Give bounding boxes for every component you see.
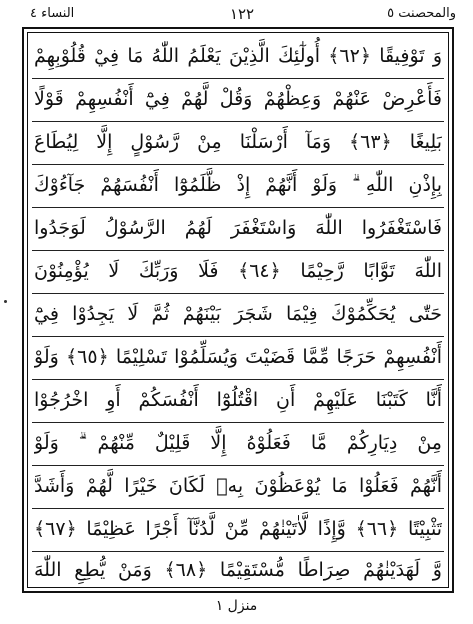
page-header [22,2,462,26]
text-line-7: حَتّٰى يُحَكِّمُوْكَ فِيْمَا شَجَرَ بَيْنَهُمْ ثُمَّ لَا يَجِدُوْا فِيْٓ [34,303,442,325]
text-line-5: فَاسْتَغْفَرُوا اللّٰهَ وَاسْتَغْفَرَ لَهُمُ الرَّسُوْلُ لَوَجَدُوا [34,217,442,239]
text-line-6: اللّٰهَ تَوَّابًا رَّحِيْمًا ﴿٦٤﴾ فَلَا وَرَبِّكَ لَا يُؤْمِنُوْنَ [34,260,442,282]
text-line-11: أَنَّهُمْ فَعَلُوْا مَا يُوْعَظُوْنَ بِهٖ لَكَانَ خَيْرًا لَّهُمْ وَأَشَدَّ [34,475,442,497]
surah-name: النساء ٤ [30,6,75,21]
juz-name: والمحصنت ٥ [387,6,456,21]
page-number: ١٢٢ [229,5,255,23]
text-line-2: فَأَعْرِضْ عَنْهُمْ وَعِظْهُمْ وَقُلْ لَّهُمْ فِيْٓ أَنْفُسِهِمْ قَوْلًا [34,88,442,110]
text-line-1: وَ تَوْفِيقًا ﴿٦٢﴾ أُولٰٓئِكَ الَّذِيْنَ يَعْلَمُ اللّٰهُ مَا فِيْ قُلُوْبِهِمْ [34,45,442,67]
text-line-12: تَثْبِيْتًا ﴿٦٦﴾ وَّإِذًا لَّاٰتَيْنٰهُمْ مِّنْ لَّدُنَّآ أَجْرًا عَظِيْمًا ﴿٦٧﴾ [34,518,442,540]
text-frame-inner [27,32,449,588]
text-line-3: بَلِيغًا ﴿٦٣﴾ وَمَآ أَرْسَلْنَا مِنْ رَّسُوْلٍ إِلَّا لِيُطَاعَ [34,131,442,153]
text-frame [22,27,454,593]
manzil-marker: منزل ١ [215,598,258,614]
scan-speck [4,300,7,303]
text-line-10: مِنْ دِيَارِكُمْ مَّا فَعَلُوْهُ إِلَّا قَلِيْلٌ مِّنْهُمْ ۗ وَلَوْ [34,432,442,454]
text-line-9: أَنَّا كَتَبْنَا عَلَيْهِمْ أَنِ اقْتُلُوْٓا أَنْفُسَكُمْ أَوِ اخْرُجُوْا [34,389,442,411]
text-line-4: بِإِذْنِ اللّٰهِ ۗ وَلَوْ أَنَّهُمْ إِذْ ظَّلَمُوْٓا أَنْفُسَهُمْ جَآءُوْكَ [34,174,442,196]
text-line-13: وَّ لَهَدَيْنٰهُمْ صِرَاطًا مُّسْتَقِيْمًا ﴿٦٨﴾ وَمَنْ يُّطِعِ اللّٰهَ [34,559,442,581]
text-line-8: أَنْفُسِهِمْ حَرَجًا مِّمَّا قَضَيْتَ وَيُسَلِّمُوْا تَسْلِيْمًا ﴿٦٥﴾ وَلَوْ [34,346,442,368]
